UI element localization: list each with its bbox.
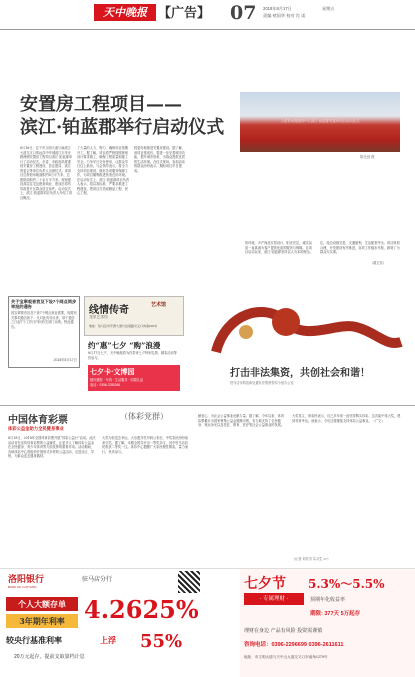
lottery-col-1: 8月19日，2018年全国体育彩票开展“体彩公益行”活动。此次活动旨在宣传体育彩票的公益属性，让更多人了解体彩公益金在全民健身、青少年体育等方面发挥的重要作用。活动期间，各地体彩中心将组织开展形式多样的公益活动，走进社区、学校，为群众送去健身器材。: [8, 436, 96, 458]
qixi-services: 婚庆摄影 · 写真 · 生活服务 · 结婚礼品: [90, 378, 144, 382]
bank-logo-cn: 洛阳银行: [8, 575, 45, 585]
photo-banner-text: 上蔡县家庭服务中心滨江·铂蓝郡安置房项目启动仪式: [280, 119, 360, 123]
header-editor: 责编 褚国华 校对 肖 诺: [263, 13, 306, 18]
qixi-phone: 电话：0396-3780260: [90, 383, 121, 387]
promo-plan: 预期年化收益率: [310, 597, 346, 603]
culture-address: 地址：驻马店市开源大道与汝南路交叉口向南100米: [89, 324, 158, 328]
culture-subtitle: 龙泉艺术馆: [89, 315, 108, 319]
promo-brand: 七夕节: [244, 576, 286, 592]
lottery-footer: （记者 刘芳芳 实习生 ××）: [292, 557, 331, 561]
page-number: 07: [230, 2, 257, 24]
benchmark-label: 较央行基准利率: [6, 635, 62, 645]
bank-branch: 驻马店分行: [82, 576, 113, 583]
article-title-line1: 安置房工程项目——: [20, 94, 182, 115]
notice-body: 因宝翠观音宫及下设7个网点营业需要，现将有关事项通告如下：凡对此有异议者，请于通告之日起7个工作日内向有关部门反映。特此通告。: [11, 311, 77, 329]
rate-value: 4.2625%: [84, 595, 199, 624]
newspaper-logo: 天中晚报: [94, 4, 156, 21]
up-label: 上浮: [100, 635, 116, 645]
page-header: [0, 0, 415, 30]
article-column-1: 8月16日，位于市文明大道与南滨江大道交叉口的远洋中华城滨江丰华北路两侧安置房工程项目滨江·铂蓝郡举行了启动仪式。市委、市政府高度重视安置房工程建设，县住建局、滨江管委会等单位负责人出席仪式。该项目总规划用地面积约8万平方米，总建筑面积约二十余万平方米，规划建设高层住宅及配套商业，建成后将有效改善片区群众居住条件。启动仪式上，滨江·铂蓝郡项目负责人介绍了项目概况。: [20, 146, 72, 200]
slogan-footer: 驻马店市防范和处置非法集资领导小组办公室: [230, 381, 294, 385]
article-column-5: 住，周边设施完善，交通便利，生活配套齐全。项目规划合理，开发建设有序推进，各项工作稳步开展，做到了为群众办实事。: [320, 241, 400, 254]
slogan-block: [186, 292, 408, 392]
culture-ad: [84, 296, 184, 336]
slogan-title: 打击非法集资，共创社会和谐！: [230, 368, 370, 379]
section-label: 【广告】: [158, 5, 211, 20]
qr-code: [178, 571, 200, 593]
qixi-headline: 约“惠”七夕 “购”浪漫: [88, 341, 161, 350]
dragon-illustration: [186, 292, 408, 362]
bank-logo-en: BANK OF LUOYANG: [8, 585, 37, 589]
article-column-3: 将更好地推进安置房建设。据了解，该项目建成后，将进一步完善城市功能，提升城市形象，为群众提供宜居的生活环境。在仪式现场，参加活动的群众纷纷表示，期盼项目早日建成。: [134, 146, 185, 173]
notice-header: 关于宝翠观音宫及下设7个网点同步审批的通告: [11, 299, 77, 309]
event-photo: [240, 92, 400, 152]
lottery-tag: （体彩党群）: [120, 412, 168, 421]
culture-gallery: 艺术馆: [151, 302, 167, 308]
up-value: 55%: [140, 631, 183, 652]
qixi-brand: 七夕卡·文博园: [90, 367, 135, 376]
photo-caption: 陈光庭 摄: [360, 155, 375, 159]
lottery-section: [0, 405, 415, 565]
lottery-col-3: 献爱心，为社会公益事业贡献力量。据了解，今年以来，体育彩票累计为国家筹集公益金数额可观，有力地支持了全民健身、奥运争光以及扶贫、教育、医疗等社会公益事业的发展。: [198, 414, 285, 427]
qixi-promo: [240, 568, 415, 677]
deposit-label: 个人大额存单: [6, 597, 78, 611]
article-author: （胡卫东）: [370, 261, 386, 265]
lottery-heading: 中国体育彩票: [8, 415, 68, 426]
promo-rate-range: 5.3%～5.5%: [308, 577, 385, 591]
bank-ad: [0, 568, 240, 677]
promo-subbrand: · 专属理财 ·: [244, 593, 304, 605]
promo-period: 期限: 377天 5万起存: [310, 611, 361, 617]
main-article: [0, 86, 415, 286]
notice-date: 2018年8月17日: [53, 358, 77, 362]
promo-slogan: 理财在身边 产品有风险 投资需谨慎: [244, 628, 323, 634]
bank-note: 20万元起存，提前支取靠档计息: [14, 654, 85, 660]
article-title-line2: 滨江·铂蓝郡举行启动仪式: [20, 117, 225, 138]
culture-title: 线情传奇: [89, 305, 129, 316]
qixi-brand-box: [88, 365, 180, 391]
article-column-2: 了大量的人力、物力，确保项目按期开工。据了解，项目将严格按照规划设计要求施工，确保工程质量和施工安全，力争早日交付使用，让群众早日住上新房。与会领导表示，将全力支持项目建设，做好各项服务保障工作，为项目顺利推进营造良好环境。在启动仪式上，滨江·铂蓝郡项目负责人表示，将以高标准、严要求推进工程建设，把项目打造成精品工程、民心工程。: [77, 146, 129, 195]
promo-address: 地址：市文明大道与天中山大道交叉口东南角1279号: [244, 655, 328, 659]
header-date: 2018年8月17日: [263, 6, 292, 11]
classified-notice: [8, 296, 80, 368]
article-column-4: 热环境，尹产尚品安居设计，阳光充足，诚实品质一直真诚为客户提供优质的服务与保障。自项目启动以来，滨江·铂蓝郡坚持以人为本的理念。: [245, 241, 313, 254]
bank-logo: [8, 572, 73, 589]
qixi-event: [84, 338, 184, 394]
lottery-col-4: 大奖得主，该彩民表示，自己多年来一直坚持购买体彩，这次能中得大奖，感到非常幸运。他表示，今后还将继续支持体彩公益事业。（广文）: [292, 414, 401, 423]
term-label: 3年期年利率: [6, 614, 78, 628]
header-weekday: 星期五: [322, 6, 335, 11]
qixi-body: 8月17日七夕，天中晚报将为你带来七夕特别礼物，精彩活动等你参与。: [88, 351, 177, 360]
promo-hotline: 咨询电话：0396-2296699 0396-2611611: [244, 642, 344, 648]
lottery-subtitle: 体彩公益金助力全民健身事业: [8, 426, 64, 431]
lottery-col-2: 大奖为你送去幸运。大乐透开奖号码公布后，中奖彩民纷纷前来兑奖。据了解，本期全国共开出一等奖多注，其中驻马店彩民收获二等奖一注。体彩中心提醒广大彩民理性购彩，量力而行，快乐参与。: [102, 436, 189, 454]
